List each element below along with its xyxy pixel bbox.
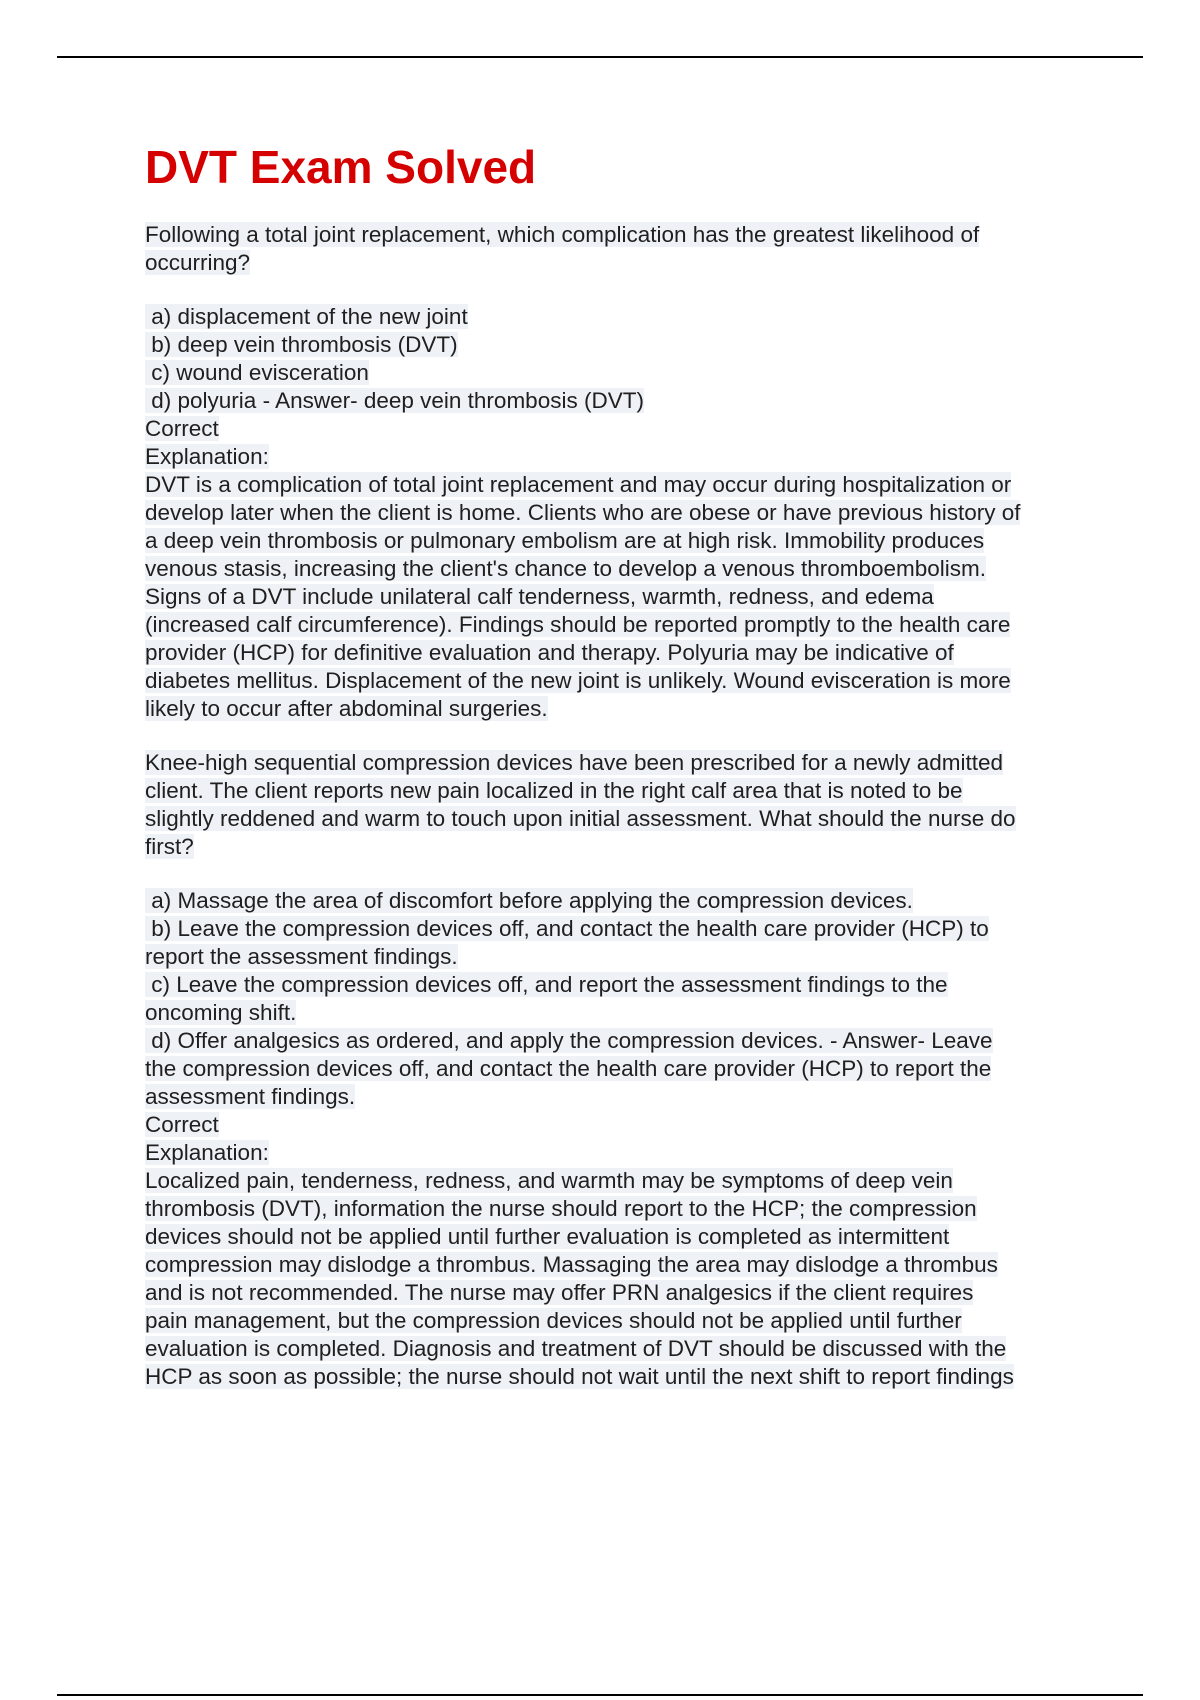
option-line: oncoming shift. xyxy=(145,1000,297,1026)
option-line: the compression devices off, and contact the health care provider (HCP) to report the xyxy=(145,1056,992,1082)
question-2-options xyxy=(145,887,1095,1111)
question-1-text: Following a total joint replacement, which complication has the greatest likelihood of occurring? xyxy=(145,222,980,276)
question-2-text: Knee-high sequential compression devices have been prescribed for a newly admitted client. The client reports new pain localized in the right calf area that is noted to be slightly reddened and warm to touch upon initial assessment. What should the nurse do first? xyxy=(145,750,1016,860)
question-1 xyxy=(145,221,1095,723)
correct-label: Correct xyxy=(145,1112,219,1138)
top-rule xyxy=(57,56,1143,58)
option-line: c) Leave the compression devices off, and report the assessment findings to the xyxy=(145,972,948,998)
option-line: b) Leave the compression devices off, and contact the health care provider (HCP) to xyxy=(145,916,989,942)
option-line: b) deep vein thrombosis (DVT) xyxy=(145,332,458,358)
explanation-label: Explanation: xyxy=(145,444,269,470)
bottom-rule xyxy=(57,1694,1143,1696)
option-line: d) Offer analgesics as ordered, and apply the compression devices. - Answer- Leave xyxy=(145,1028,993,1054)
option-line: d) polyuria - Answer- deep vein thrombosis (DVT) xyxy=(145,388,644,414)
option-line: a) displacement of the new joint xyxy=(145,304,468,330)
page-title: DVT Exam Solved xyxy=(145,141,537,193)
correct-label: Correct xyxy=(145,416,219,442)
option-line: assessment findings. xyxy=(145,1084,356,1110)
question-2 xyxy=(145,749,1095,1391)
question-1-options xyxy=(145,303,1095,415)
option-line: c) wound evisceration xyxy=(145,360,369,386)
option-line: a) Massage the area of discomfort before applying the compression devices. xyxy=(145,888,913,914)
question-2-explanation: Localized pain, tenderness, redness, and warmth may be symptoms of deep vein thrombosis (DVT), information the nurse should report to the HCP; the compression devices should not be applied until further evaluation is completed as intermittent compression may dislodge a thrombus. Massaging the area may dislodge a thrombus and is not recommended. The nurse may offer PRN analgesics if the client requires pain management, but the compression devices should not be applied until further evaluation is completed. Diagnosis and treatment of DVT should be discussed with the HCP as soon as possible; the nurse should not wait until the next shift to report findings xyxy=(145,1168,1014,1390)
document-body xyxy=(145,140,1095,1391)
option-line: report the assessment findings. xyxy=(145,944,458,970)
explanation-label: Explanation: xyxy=(145,1140,269,1166)
question-1-explanation: DVT is a complication of total joint replacement and may occur during hospitalization or develop later when the client is home. Clients who are obese or have previous history of a deep vein thrombosis or pulmonary embolism are at high risk. Immobility produces venous stasis, increasing the client's chance to develop a venous thromboembolism. Signs of a DVT include unilateral calf tenderness, warmth, redness, and edema (increased calf circumference). Findings should be reported promptly to the health care provider (HCP) for definitive evaluation and therapy. Polyuria may be indicative of diabetes mellitus. Displacement of the new joint is unlikely. Wound evisceration is more likely to occur after abdominal surgeries. xyxy=(145,472,1021,722)
